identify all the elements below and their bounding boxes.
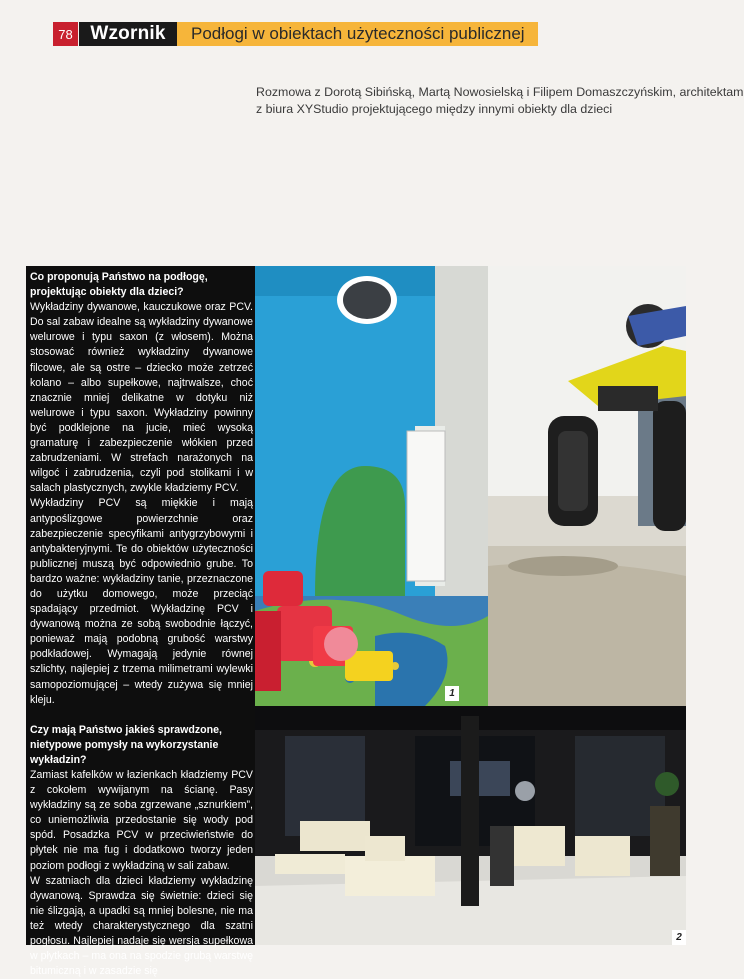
answer-1-paragraph-2: Wykładziny PCV są miękkie i mają antypoślizgowe powierzchnie oraz zabezpieczenie specyfikami antygrzybowymi i antybakteryjnymi. Te do obiektów użyteczności publicznej muszą być odpowiednio grube. To bardzo ważne: wykładziny tanie, przeznaczone do użytku domowego, może przeciąć spadający przedmiot. Wykładzinę PCV i dywanową można ze sobą swobodnie łączyć, ponieważ mają podobną grubość warstwy podkładowej. Wymagają jedynie równej szlichty, najlepiej z trzema milimetrami wylewki samopoziomującej – wtedy zużywa się mniej kleju. bbox=[30, 497, 253, 706]
intro bbox=[256, 84, 744, 118]
photo-label-2: 2 bbox=[672, 930, 686, 945]
answer-1-paragraph-1: Wykładziny dywanowe, kauczukowe oraz PCV. Do sal zabaw idealne są wykładziny dywanowe welurowe i typu saxon (z włosem). Można stosować również wykładziny dywanowe filcowe, ale są ostre – dziecko może zetrzeć kolano – albo supełkowe, najtrwalsze, choć znacznie mniej delikatne w dotyku niż welurowe i typu saxon. Wykładziny powinny być podklejone na jucie, mieć wysoką gramaturę i zabezpieczenie włókien przed zabrudzeniami. W strefach narażonych na wilgoć i zabrudzenia, czyli pod stolikami i w salach plastycznych, zwykle kładziemy PCV. bbox=[30, 301, 253, 495]
page-number: 78 bbox=[53, 22, 78, 46]
page-title: Podłogi w obiektach użyteczności publicznej bbox=[177, 22, 538, 46]
section-label: Wzornik bbox=[79, 22, 177, 46]
article-column bbox=[26, 266, 255, 978]
question-1: Co proponują Państwo na podłogę, projektując obiekty dla dzieci? bbox=[30, 271, 208, 299]
photo-label-1: 1 bbox=[445, 686, 459, 701]
photo-showroom-quad bbox=[488, 266, 686, 706]
photo-salon-interior bbox=[255, 706, 686, 945]
intro-line-1: Rozmowa z Dorotą Sibińską, Martą Nowosielską i Filipem Domaszczyńskim, architektam bbox=[256, 85, 744, 99]
intro-line-2: z biura XYStudio projektującego między innymi obiekty dla dzieci bbox=[256, 102, 613, 116]
photo-kindergarten-interior bbox=[255, 266, 488, 706]
answer-2-paragraph-2: W szatniach dla dzieci kładziemy wykładzinę dywanową. Sprawdza się świetnie: dzieci się nie ślizgają, a upadki są mniej bolesne, nie ma też wtedy charakterystycznego dla szatni pogłosu. Najlepiej nadaje się wersja supełkowa w płytkach – ma ona na spodzie grubą warstwę bitumiczną i w zasadzie się bbox=[30, 874, 253, 978]
question-2: Czy mają Państwo jakieś sprawdzone, nietypowe pomysły na wykorzystanie wykładzin? bbox=[30, 723, 222, 766]
answer-2-paragraph-1: Zamiast kafelków w łazienkach kładziemy PCV z cokołem wywijanym na ścianę. Pasy wykładziny są ze soba zgrzewane „sznurkiem”, co uniemożliwia przedostanie się wody pod spód. Posadzka PCV w przeciwieństwie do płytek nie ma fug i dodatkowo tworzy jeden poziom podłogi z wykładziną w sali zabaw. bbox=[30, 769, 253, 872]
